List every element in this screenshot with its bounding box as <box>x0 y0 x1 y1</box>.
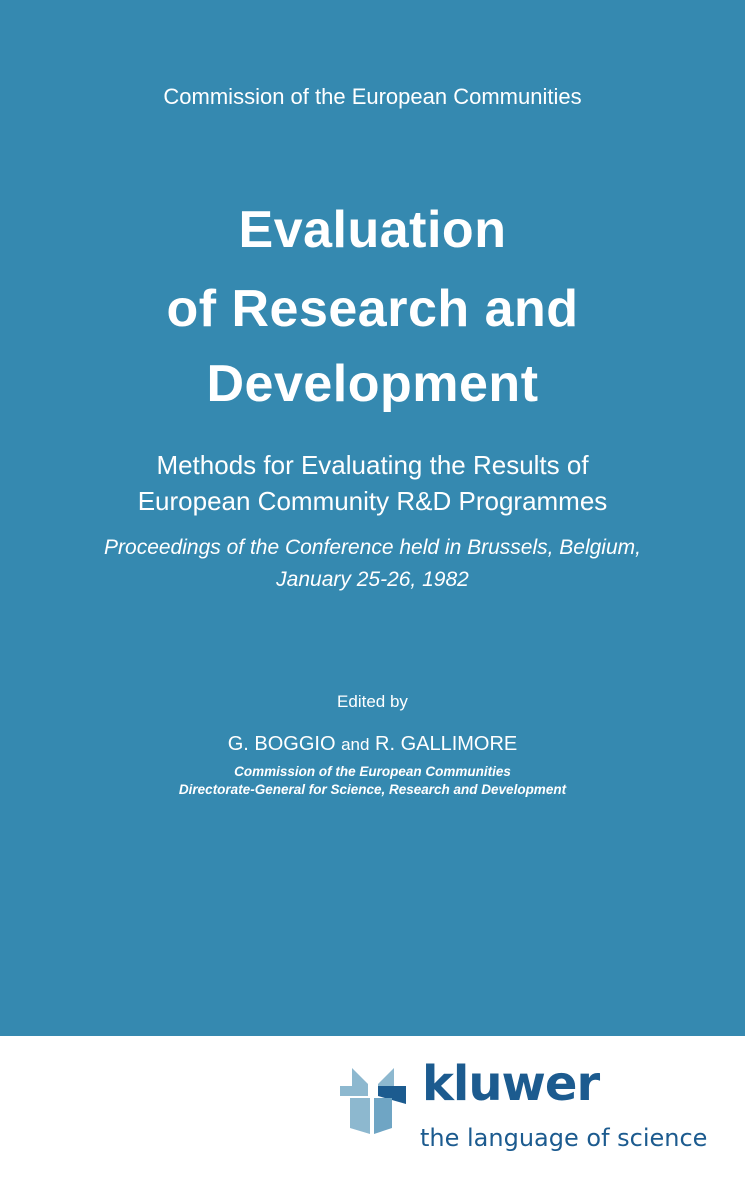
publisher-name: kluwer <box>422 1056 600 1112</box>
subtitle-line-2: European Community R&D Programmes <box>137 486 608 516</box>
title-line-3: Development <box>206 355 539 413</box>
edited-by-label: Edited by <box>337 692 408 711</box>
title-line-2: of Research and <box>166 280 579 338</box>
affiliation-line-1: Commission of the European Communities <box>234 764 511 779</box>
kluwer-book-mark-icon <box>340 1066 406 1136</box>
publisher-tagline: the language of science <box>420 1124 708 1152</box>
editors <box>0 733 745 756</box>
affiliation-line-2: Directorate-General for Science, Research and Development <box>178 782 567 797</box>
subtitle-line-1: Methods for Evaluating the Results of <box>156 450 589 480</box>
title-line-1: Evaluation <box>238 201 507 259</box>
series-name: Commission of the European Communities <box>163 84 582 109</box>
editor-1: G. BOGGIO <box>227 733 336 755</box>
proceedings-line-2: January 25-26, 1982 <box>276 568 469 591</box>
proceedings-line-1: Proceedings of the Conference held in Brussels, Belgium, <box>104 536 641 559</box>
publisher-logo <box>340 1056 720 1162</box>
and-text: and <box>341 735 370 754</box>
editor-2: R. GALLIMORE <box>375 733 518 755</box>
